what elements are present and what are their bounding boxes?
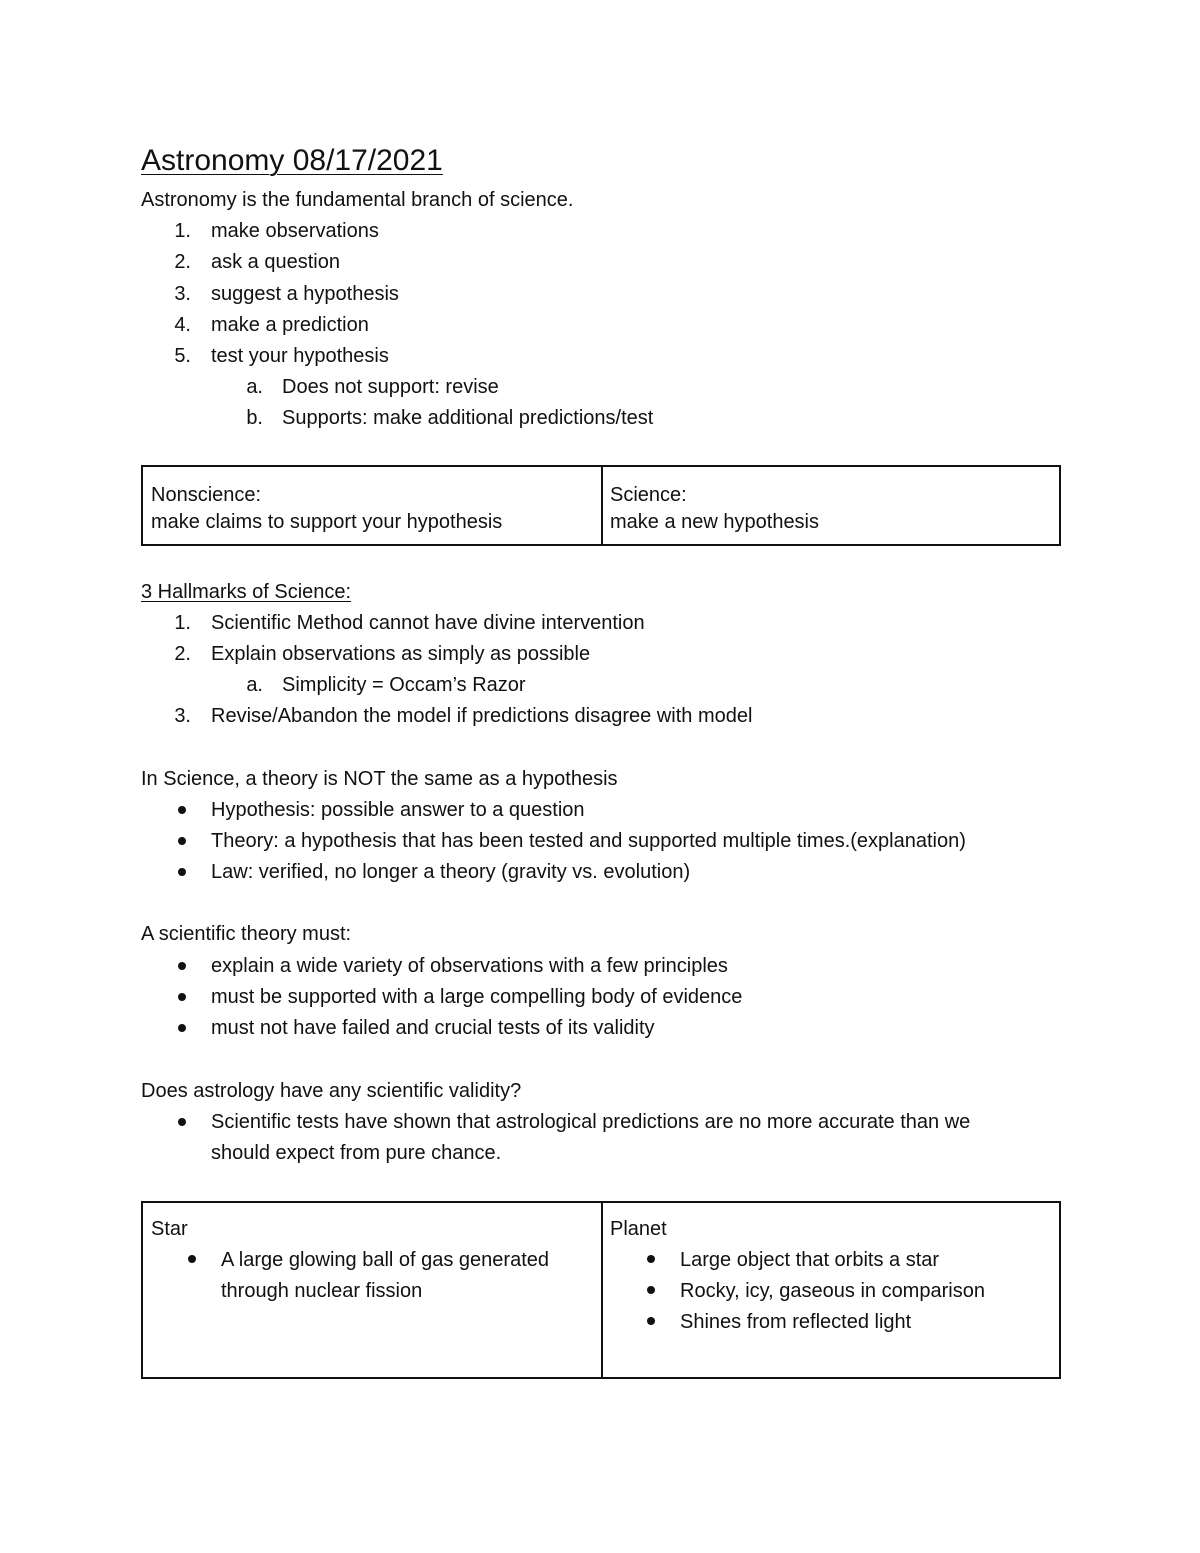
table-divider: [601, 1201, 603, 1379]
astrology-text-line: Scientific tests have shown that astrological predictions are no more accurate than we: [211, 1111, 971, 1133]
must-heading: A scientific theory must:: [141, 923, 352, 945]
science-heading: Science:: [610, 484, 687, 506]
list-number: 4.: [174, 314, 191, 336]
sub-list-item: Does not support: revise: [282, 376, 499, 398]
sub-list-letter: a.: [246, 376, 263, 398]
star-planet-table: [141, 1201, 1061, 1379]
sub-list-item: Simplicity = Occam’s Razor: [282, 674, 526, 696]
science-comparison-table: [141, 465, 1061, 546]
list-item: ask a question: [211, 251, 340, 273]
planet-item: Large object that orbits a star: [680, 1249, 940, 1271]
planet-heading: Planet: [610, 1218, 667, 1240]
table-divider: [601, 465, 603, 546]
astrology-heading: Does astrology have any scientific validity?: [141, 1080, 522, 1102]
bullet-icon: [178, 837, 186, 845]
bullet-icon: [178, 868, 186, 876]
list-number: 3.: [174, 283, 191, 305]
science-text: make a new hypothesis: [610, 511, 820, 533]
intro-text: Astronomy is the fundamental branch of science.: [141, 189, 574, 211]
planet-item: Rocky, icy, gaseous in comparison: [680, 1280, 985, 1302]
bullet-icon: [647, 1317, 655, 1325]
list-number: 2.: [174, 643, 191, 665]
sub-list-letter: b.: [246, 407, 263, 429]
list-item: Hypothesis: possible answer to a question: [211, 799, 585, 821]
list-number: 3.: [174, 705, 191, 727]
list-number: 1.: [174, 612, 191, 634]
list-item: Law: verified, no longer a theory (gravity vs. evolution): [211, 861, 691, 883]
bullet-icon: [178, 806, 186, 814]
page-title: Astronomy 08/17/2021: [141, 144, 443, 177]
theory-heading: In Science, a theory is NOT the same as a hypothesis: [141, 768, 618, 790]
list-item: Theory: a hypothesis that has been tested and supported multiple times.(explanation): [211, 830, 966, 852]
list-item: make observations: [211, 220, 379, 242]
bullet-icon: [188, 1255, 196, 1263]
sub-list-item: Supports: make additional predictions/test: [282, 407, 654, 429]
star-definition-line: A large glowing ball of gas generated: [221, 1249, 550, 1271]
nonscience-text: make claims to support your hypothesis: [151, 511, 503, 533]
planet-item: Shines from reflected light: [680, 1311, 912, 1333]
bullet-icon: [178, 1118, 186, 1126]
bullet-icon: [178, 993, 186, 1001]
astrology-text-line: should expect from pure chance.: [211, 1142, 502, 1164]
bullet-icon: [647, 1255, 655, 1263]
list-number: 5.: [174, 345, 191, 367]
list-number: 2.: [174, 251, 191, 273]
list-item: must be supported with a large compelling body of evidence: [211, 986, 743, 1008]
list-item: Revise/Abandon the model if predictions disagree with model: [211, 705, 753, 727]
list-item: Explain observations as simply as possible: [211, 643, 591, 665]
list-item: suggest a hypothesis: [211, 283, 399, 305]
sub-list-letter: a.: [246, 674, 263, 696]
star-heading: Star: [151, 1218, 188, 1240]
list-number: 1.: [174, 220, 191, 242]
list-item: Scientific Method cannot have divine intervention: [211, 612, 645, 634]
nonscience-heading: Nonscience:: [151, 484, 262, 506]
list-item: test your hypothesis: [211, 345, 389, 367]
list-item: make a prediction: [211, 314, 369, 336]
star-definition-line: through nuclear fission: [221, 1280, 423, 1302]
list-item: explain a wide variety of observations with a few principles: [211, 955, 728, 977]
hallmarks-heading: 3 Hallmarks of Science:: [141, 581, 352, 603]
bullet-icon: [647, 1286, 655, 1294]
bullet-icon: [178, 962, 186, 970]
bullet-icon: [178, 1024, 186, 1032]
list-item: must not have failed and crucial tests of its validity: [211, 1017, 655, 1039]
